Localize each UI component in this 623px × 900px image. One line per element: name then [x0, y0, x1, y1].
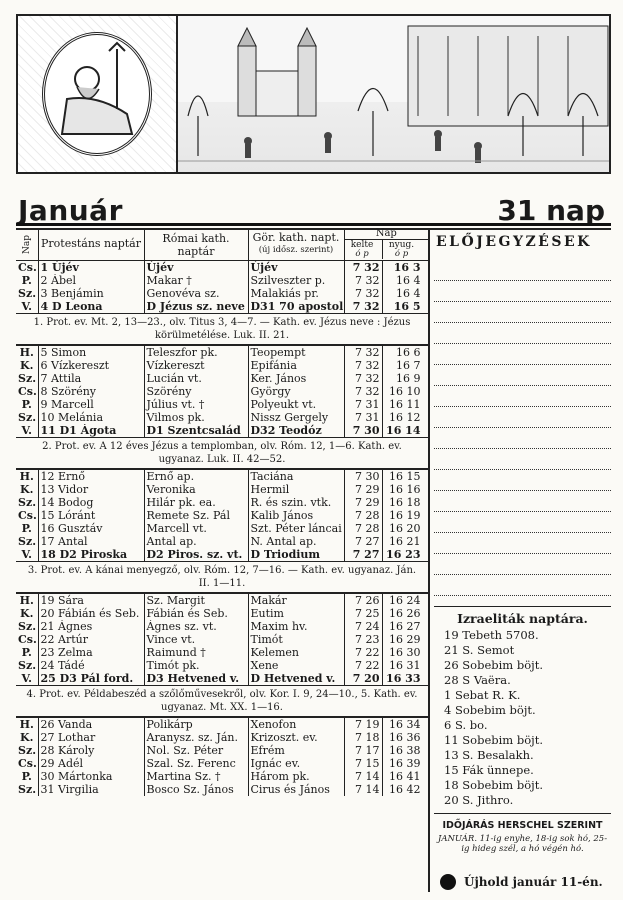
sunset: 16 41	[389, 769, 421, 783]
jewish-calendar-item: 6 S. bo.	[444, 718, 488, 732]
roman-name: Újév	[144, 260, 248, 274]
day-row	[16, 483, 428, 496]
sunset: 16 20	[389, 521, 421, 535]
sunrise: 7 22	[345, 646, 383, 659]
protestant-name: 21 Ágnes	[38, 620, 144, 633]
jewish-calendar-item: 19 Tebeth 5708.	[444, 628, 539, 642]
sunset: 16 39	[389, 756, 421, 770]
day-row	[16, 372, 428, 385]
sun-times	[344, 359, 428, 372]
day-row	[16, 522, 428, 535]
sunset: 16 15	[389, 469, 421, 483]
new-moon-icon	[440, 874, 456, 890]
roman-name: Raimund †	[144, 646, 248, 659]
roman-name: Fábián és Seb.	[144, 607, 248, 620]
sun-times	[344, 633, 428, 646]
greek-name: D Hetvened v.	[248, 672, 344, 686]
sun-times	[344, 607, 428, 620]
weekday: K.	[20, 606, 34, 620]
sun-times	[344, 646, 428, 659]
day-row	[16, 717, 428, 731]
notes-title: ELŐJEGYZÉSEK	[436, 234, 592, 250]
sunrise: 7 27	[345, 548, 383, 561]
sunset: 16 26	[389, 606, 421, 620]
jewish-calendar-item: 20 S. Jithro.	[444, 793, 514, 807]
sun-times	[344, 385, 428, 398]
jewish-calendar-item: 4 Sobebim böjt.	[444, 703, 536, 717]
sunrise: 7 14	[345, 783, 383, 796]
protestant-name: 23 Zelma	[38, 646, 144, 659]
greek-name: Xenofon	[248, 717, 344, 731]
day-row	[16, 385, 428, 398]
sunrise: 7 29	[345, 496, 383, 509]
day-row	[16, 398, 428, 411]
header-illustration	[16, 14, 611, 174]
greek-name: Kalib János	[248, 509, 344, 522]
sun-times	[344, 260, 428, 274]
greek-name: N. Antal ap.	[248, 535, 344, 548]
greek-name: Eutim	[248, 607, 344, 620]
greek-name: Nissz Gergely	[248, 411, 344, 424]
weekday: Sz.	[18, 371, 37, 385]
day-row	[16, 345, 428, 359]
day-row	[16, 633, 428, 646]
weekday: Sz.	[18, 534, 37, 548]
protestant-name: 30 Mártonka	[38, 770, 144, 783]
new-moon	[440, 874, 603, 890]
greek-name: D32 Teodóz	[248, 424, 344, 438]
sun-times	[344, 548, 428, 562]
roman-name: Timót pk.	[144, 659, 248, 672]
protestant-name: 20 Fábián és Seb.	[38, 607, 144, 620]
sunrise: 7 29	[345, 483, 383, 496]
day-row	[16, 424, 428, 438]
sun-times	[344, 300, 428, 314]
roman-name: D Jézus sz. neve	[144, 300, 248, 314]
day-row	[16, 731, 428, 744]
sun-times	[344, 717, 428, 731]
weekday: V.	[16, 672, 38, 686]
roman-name: Hilár pk. ea.	[144, 496, 248, 509]
greek-name: György	[248, 385, 344, 398]
month-title: Január	[18, 194, 123, 227]
sun-times	[344, 424, 428, 438]
roman-name: Makar †	[144, 274, 248, 287]
protestant-name: 8 Szörény	[38, 385, 144, 398]
calendar-table	[16, 228, 428, 796]
day-row	[16, 548, 428, 562]
sunrise: 7 31	[345, 411, 383, 424]
weekday: V.	[16, 548, 38, 562]
protestant-name: 17 Antal	[38, 535, 144, 548]
sun-times	[344, 372, 428, 385]
sunrise: 7 30	[345, 424, 383, 437]
sun-times	[344, 770, 428, 783]
sun-times	[344, 593, 428, 607]
protestant-name: 22 Artúr	[38, 633, 144, 646]
sunrise: 7 28	[345, 522, 383, 535]
protestant-name: 3 Benjámin	[38, 287, 144, 300]
sunrise: 7 32	[345, 274, 383, 287]
greek-name: Cirus és János	[248, 783, 344, 796]
weekday: P.	[21, 769, 32, 783]
header-roman: Római kath. naptár	[144, 228, 248, 260]
gospel-note: 1. Prot. ev. Mt. 2, 13—23., olv. Titus 3, 4—7. — Kath. ev. Jézus neve : Jézus körülmetélése. Luk. II. 21.	[16, 314, 428, 345]
sun-times	[344, 744, 428, 757]
winter-street-scene	[178, 16, 609, 172]
roman-name: Ágnes sz. vt.	[144, 620, 248, 633]
sunset: 16 4	[396, 286, 421, 300]
roman-name: Polikárp	[144, 717, 248, 731]
gospel-note: 4. Prot. ev. Példabeszéd a szőlőművesekről, olv. Kor. I. 9, 24—10., 5. Kath. ev. ugyanaz. Mt. XX. 1—16.	[16, 686, 428, 717]
roman-name: Július vt. †	[144, 398, 248, 411]
protestant-name: 6 Vízkereszt	[38, 359, 144, 372]
weekday: P.	[21, 521, 32, 535]
sunset: 16 33	[386, 671, 421, 685]
protestant-name: 25 D3 Pál ford.	[38, 672, 144, 686]
roman-name: D3 Hetvened v.	[144, 672, 248, 686]
roman-name: Lucián vt.	[144, 372, 248, 385]
greek-name: Szt. Péter láncai	[248, 522, 344, 535]
protestant-name: 26 Vanda	[38, 717, 144, 731]
protestant-name: 18 D2 Piroska	[38, 548, 144, 562]
sunset: 16 21	[389, 534, 421, 548]
protestant-name: 15 Lóránt	[38, 509, 144, 522]
sun-times	[344, 469, 428, 483]
jewish-calendar	[434, 606, 611, 808]
roman-name: Szal. Sz. Ferenc	[144, 757, 248, 770]
sunrise: 7 32	[345, 287, 383, 300]
header-greek: Gör. kath. napt. (új idősz. szerint)	[248, 228, 344, 260]
title-row	[16, 182, 611, 228]
weekday: Cs.	[18, 632, 37, 646]
sun-times	[344, 496, 428, 509]
greek-name: Makár	[248, 593, 344, 607]
protestant-name: 14 Bodog	[38, 496, 144, 509]
sun-times	[344, 398, 428, 411]
roman-name: Bosco Sz. János	[144, 783, 248, 796]
day-row	[16, 274, 428, 287]
sunset: 16 19	[389, 508, 421, 522]
sunrise: 7 18	[345, 731, 383, 744]
sun-times	[344, 411, 428, 424]
greek-name: Polyeukt vt.	[248, 398, 344, 411]
weekday: H.	[16, 717, 38, 731]
protestant-name: 10 Melánia	[38, 411, 144, 424]
sunset: 16 10	[389, 384, 421, 398]
sunset: 16 36	[389, 730, 421, 744]
greek-name: D31 70 apostol	[248, 300, 344, 314]
day-row	[16, 496, 428, 509]
sunrise: 7 30	[345, 470, 383, 483]
greek-name: Xene	[248, 659, 344, 672]
sunrise: 7 31	[345, 398, 383, 411]
sunset: 16 38	[389, 743, 421, 757]
greek-name: Kelemen	[248, 646, 344, 659]
jewish-calendar-item: 11 Sobebim böjt.	[444, 733, 543, 747]
weekday: H.	[16, 593, 38, 607]
sunrise: 7 27	[345, 535, 383, 548]
greek-name: Epifánia	[248, 359, 344, 372]
sunset: 16 5	[393, 299, 421, 313]
greek-name: Három pk.	[248, 770, 344, 783]
day-row	[16, 757, 428, 770]
greek-name: D Triodium	[248, 548, 344, 562]
sun-times	[344, 757, 428, 770]
protestant-name: 11 D1 Ágota	[38, 424, 144, 438]
weekday: Sz.	[18, 619, 37, 633]
jewish-calendar-item: 28 S Vaëra.	[444, 673, 511, 687]
greek-name: Maxim hv.	[248, 620, 344, 633]
day-row	[16, 287, 428, 300]
sunset: 16 24	[389, 593, 421, 607]
sun-times	[344, 535, 428, 548]
sunrise: 7 26	[345, 594, 383, 607]
sunset: 16 6	[396, 345, 421, 359]
weekday: H.	[16, 345, 38, 359]
weather-title: IDŐJÁRÁS HERSCHEL SZERINT	[442, 820, 603, 831]
weekday: Cs.	[18, 508, 37, 522]
roman-name: Genovéva sz.	[144, 287, 248, 300]
jewish-calendar-item: 15 Fák ünnepe.	[444, 763, 534, 777]
ornament-frame	[18, 16, 178, 172]
roman-name: Veronika	[144, 483, 248, 496]
sun-times	[344, 783, 428, 796]
sunrise: 7 32	[345, 359, 383, 372]
sunrise: 7 25	[345, 607, 383, 620]
sun-times	[344, 274, 428, 287]
protestant-name: 28 Károly	[38, 744, 144, 757]
weekday: H.	[16, 469, 38, 483]
sun-times	[344, 620, 428, 633]
day-row	[16, 620, 428, 633]
day-row	[16, 300, 428, 314]
sunset: 16 11	[389, 397, 421, 411]
sunrise: 7 14	[345, 770, 383, 783]
town-scene-illustration	[178, 16, 609, 172]
roman-name: Vízkereszt	[144, 359, 248, 372]
weekday: P.	[21, 645, 32, 659]
sunset: 16 29	[389, 632, 421, 646]
right-column	[434, 228, 611, 889]
day-row	[16, 469, 428, 483]
roman-name: D2 Piros. sz. vt.	[144, 548, 248, 562]
old-man-icon	[47, 39, 147, 149]
roman-name: Marcell vt.	[144, 522, 248, 535]
day-row	[16, 744, 428, 757]
weekday: K.	[20, 730, 34, 744]
greek-name: R. és szin. vtk.	[248, 496, 344, 509]
weekday: P.	[21, 397, 32, 411]
protestant-name: 5 Simon	[38, 345, 144, 359]
sun-times	[344, 522, 428, 535]
weekday: V.	[16, 300, 38, 314]
day-row	[16, 783, 428, 796]
gospel-note: 3. Prot. ev. A kánai menyegző, olv. Róm. 12, 7—16. — Kath. ev. ugyanaz. Ján. II. 1—11.	[16, 562, 428, 593]
jewish-calendar-item: 21 S. Semot	[444, 643, 515, 657]
protestant-name: 19 Sára	[38, 593, 144, 607]
day-row	[16, 411, 428, 424]
header-sun: Nap kelte nyug. ó p ó p	[344, 228, 428, 260]
days-count: 31 nap	[497, 194, 605, 227]
protestant-name: 7 Attila	[38, 372, 144, 385]
weekday: Sz.	[18, 495, 37, 509]
day-row	[16, 646, 428, 659]
sunset: 16 34	[389, 717, 421, 731]
greek-name: Ignác ev.	[248, 757, 344, 770]
sunrise: 7 32	[345, 385, 383, 398]
day-row	[16, 770, 428, 783]
weekday: K.	[20, 358, 34, 372]
roman-name: Ernő ap.	[144, 469, 248, 483]
sunrise: 7 24	[345, 620, 383, 633]
roman-name: Martina Sz. †	[144, 770, 248, 783]
sunset: 16 23	[386, 547, 421, 561]
sunrise: 7 23	[345, 633, 383, 646]
greek-name: Timót	[248, 633, 344, 646]
protestant-name: 13 Vidor	[38, 483, 144, 496]
jewish-calendar-item: 13 S. Besalakh.	[444, 748, 534, 762]
jewish-calendar-item: 26 Sobebim böjt.	[444, 658, 543, 672]
sun-times	[344, 345, 428, 359]
roman-name: Vilmos pk.	[144, 411, 248, 424]
calendar-page	[16, 14, 611, 228]
sunrise: 7 32	[345, 300, 383, 313]
sunset: 16 18	[389, 495, 421, 509]
sunrise: 7 15	[345, 757, 383, 770]
sunset: 16 7	[396, 358, 421, 372]
roman-name: Szörény	[144, 385, 248, 398]
roman-name: Remete Sz. Pál	[144, 509, 248, 522]
day-row	[16, 260, 428, 274]
weekday: Cs.	[18, 756, 37, 770]
weekday: Sz.	[18, 658, 37, 672]
greek-name: Teopempt	[248, 345, 344, 359]
sunset: 16 30	[389, 645, 421, 659]
sun-times	[344, 659, 428, 672]
greek-name: Krizoszt. ev.	[248, 731, 344, 744]
sun-times	[344, 287, 428, 300]
weekday: K.	[20, 482, 34, 496]
column-separator	[428, 228, 430, 892]
roman-name: Aranysz. sz. Ján.	[144, 731, 248, 744]
day-row	[16, 535, 428, 548]
weekday: P.	[21, 273, 32, 287]
sun-times	[344, 509, 428, 522]
jewish-calendar-item: 18 Sobebim böjt.	[444, 778, 543, 792]
weather-text: JANUÁR. 11-ig enyhe, 18-ig sok hó, 25-ig hideg szél, a hó végén hó.	[437, 834, 608, 854]
weekday: Sz.	[18, 743, 37, 757]
weekday: Cs.	[18, 260, 37, 274]
protestant-name: 9 Marcell	[38, 398, 144, 411]
sunset: 16 27	[389, 619, 421, 633]
header-protestant: Protestáns naptár	[38, 228, 144, 260]
roman-name: Vince vt.	[144, 633, 248, 646]
header-day: Nap	[16, 228, 38, 260]
weekday: Sz.	[18, 286, 37, 300]
notes-lines	[434, 260, 611, 596]
protestant-name: 24 Tádé	[38, 659, 144, 672]
jewish-calendar-title: Izraeliták naptára.	[457, 611, 588, 626]
sunset: 16 9	[396, 371, 421, 385]
greek-name: Taciána	[248, 469, 344, 483]
sunset: 16 31	[389, 658, 421, 672]
day-row	[16, 593, 428, 607]
sunset: 16 12	[389, 410, 421, 424]
calendar-grid	[16, 228, 611, 892]
day-row	[16, 359, 428, 372]
roman-name: D1 Szentcsalád	[144, 424, 248, 438]
greek-name: Hermil	[248, 483, 344, 496]
sun-times	[344, 483, 428, 496]
day-row	[16, 509, 428, 522]
roman-name: Sz. Margit	[144, 593, 248, 607]
jewish-calendar-item: 1 Sebat R. K.	[444, 688, 521, 702]
protestant-name: 16 Gusztáv	[38, 522, 144, 535]
roman-name: Nol. Sz. Péter	[144, 744, 248, 757]
sunset: 16 3	[393, 260, 421, 274]
sunset: 16 42	[389, 782, 421, 796]
winter-figure-medallion	[42, 32, 152, 156]
sun-times	[344, 731, 428, 744]
greek-name: Újév	[248, 260, 344, 274]
greek-name: Efrém	[248, 744, 344, 757]
protestant-name: 27 Lothar	[38, 731, 144, 744]
protestant-name: 2 Ábel	[38, 274, 144, 287]
roman-name: Antal ap.	[144, 535, 248, 548]
weekday: V.	[16, 424, 38, 438]
weekday: Sz.	[18, 410, 37, 424]
sunrise: 7 32	[345, 346, 383, 359]
protestant-name: 31 Virgilia	[38, 783, 144, 796]
greek-name: Szilveszter p.	[248, 274, 344, 287]
sunrise: 7 28	[345, 509, 383, 522]
sunrise: 7 32	[345, 261, 383, 274]
sunrise: 7 22	[345, 659, 383, 672]
greek-name: Malakiás pr.	[248, 287, 344, 300]
sunrise: 7 20	[345, 672, 383, 685]
day-row	[16, 607, 428, 620]
protestant-name: 12 Ernő	[38, 469, 144, 483]
new-moon-text: Újhold január 11-én.	[464, 875, 603, 889]
day-row	[16, 672, 428, 686]
sunset: 16 14	[386, 423, 421, 437]
protestant-name: 29 Adél	[38, 757, 144, 770]
sun-times	[344, 672, 428, 686]
gospel-note: 2. Prot. ev. A 12 éves Jézus a templomban, olv. Róm. 12, 1—6. Kath. ev. ugyanaz. Luk. II. 42—52.	[16, 438, 428, 469]
sunrise: 7 32	[345, 372, 383, 385]
sunrise: 7 19	[345, 718, 383, 731]
sunset: 16 4	[396, 273, 421, 287]
sunset: 16 16	[389, 482, 421, 496]
weekday: Cs.	[18, 384, 37, 398]
weather-forecast	[434, 813, 611, 854]
title-divider	[16, 223, 611, 226]
greek-name: Ker. János	[248, 372, 344, 385]
sunrise: 7 17	[345, 744, 383, 757]
roman-name: Teleszfor pk.	[144, 345, 248, 359]
protestant-name: 1 Újév	[38, 260, 144, 274]
weekday: Sz.	[18, 782, 37, 796]
protestant-name: 4 D Leona	[38, 300, 144, 314]
day-row	[16, 659, 428, 672]
